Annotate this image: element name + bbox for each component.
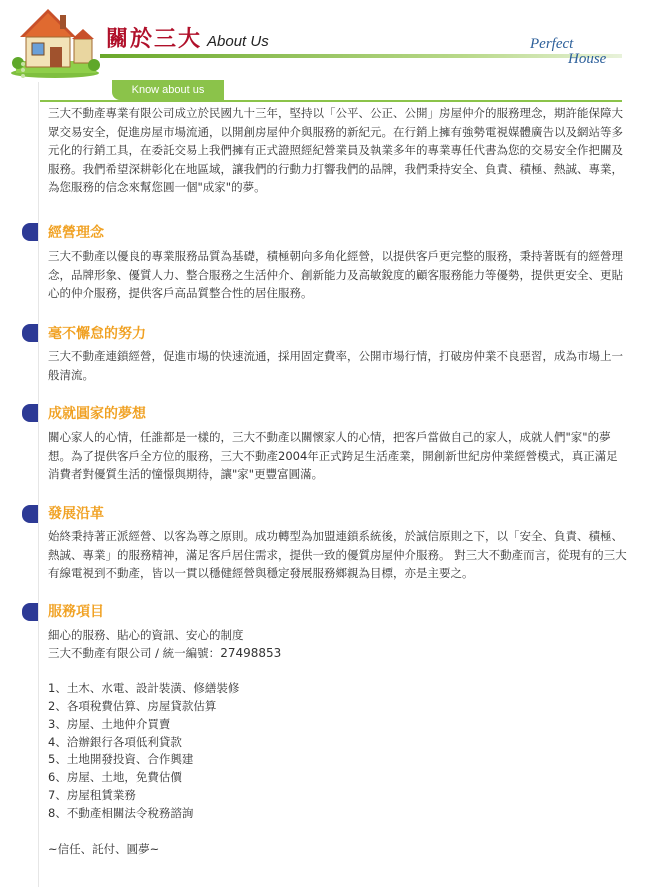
list-item: 3、房屋、土地仲介買賣 [48, 716, 171, 731]
section-title-services: 服務項目 [48, 604, 104, 620]
section-body-philosophy: 三大不動產以優良的專業服務品質為基礎，積極朝向多角化經營，以提供客戶更完整的服務，秉持著既有的經營理念，品牌形象、優質人力、整合服務之生活仲介、創新能力及高敏銳度的顧客服務能力等優勢，提供更安全、更貼心的仲介服務，提供客戶高品質整合性的居住服務。 [48, 249, 623, 300]
section-body-effort: 三大不動產連鎖經營，促進市場的快速流通，採用固定費率，公開市場行情，打破房仲業不良惡習，成為市場上一般清流。 [48, 349, 623, 382]
list-item: 1、土木、水電、設計裝潢、修繕裝修 [48, 680, 240, 695]
brand-logo-line2: House [568, 51, 607, 67]
list-item: 2、各項稅費估算、房屋貸款估算 [48, 698, 217, 713]
brand-logo-line1: Perfect [530, 36, 574, 52]
section-marker-icon [22, 324, 38, 342]
section-title-history: 發展沿革 [48, 506, 104, 522]
know-about-tab: Know about us [112, 80, 224, 100]
services-list [48, 627, 608, 859]
closing-tagline: ~信任、託付、圓夢~ [48, 842, 160, 857]
list-item: 4、洽辦銀行各項低利貸款 [48, 734, 182, 749]
company-name: 三大不動產有限公司 / 統一編號： [48, 645, 221, 660]
decorative-dots [18, 60, 30, 84]
section-marker-icon [22, 505, 38, 523]
header-divider [100, 54, 622, 58]
section-body-history: 始終秉持著正派經營、以客為尊之原則。成功轉型為加盟連鎖系統後，於誠信原則之下，以「安全、負責、積極、熱誠、專業」的服務精神，滿足客戶居住需求，提供一致的優質房屋仲介服務。 對三大不動產而言，從現有的三大有線電視到不動產，皆以一貫以穩健經營與穩定發展服務鄉親為目標，亦是主要之。 [48, 529, 627, 580]
intro-paragraph: 三大不動產專業有限公司成立於民國九十三年，堅持以「公平、公正、公開」房屋仲介的服務理念，期許能保障大眾交易安全，促進房屋市場流通，以開創房屋仲介與服務的新紀元。在行銷上擁有強勢電視媒體廣告以及網站等多元化的行銷工具，在委託交易上我們擁有正式證照經紀營業員及執業多年的專業專任代書為您的交易安全作把關及服務。我們希望深耕彰化在地區域，讓我們的行動力打響我們的品牌，我們秉持安全、負責、積極、熱誠、專業，為您服務的信念來幫您圓一個"成家"的夢。 [48, 106, 623, 194]
company-info [48, 645, 608, 663]
tax-id: 27498853 [220, 645, 282, 660]
section-title-dream: 成就圓家的夢想 [48, 406, 146, 422]
section-title-philosophy: 經營理念 [48, 225, 104, 241]
page-header [0, 0, 654, 84]
section-marker-icon [22, 603, 38, 621]
section-marker-icon [22, 404, 38, 422]
list-item: 8、不動產相關法令稅務諮詢 [48, 806, 194, 821]
list-item: 7、房屋租賃業務 [48, 788, 136, 803]
section-marker-icon [22, 223, 38, 241]
know-divider [40, 100, 622, 102]
page-subtitle: About Us [207, 33, 269, 50]
services-tagline: 細心的服務、貼心的資訊、安心的制度 [48, 628, 244, 642]
content-border [38, 82, 39, 887]
page-title: 關於三大 [106, 26, 203, 52]
section-title-effort: 毫不懈怠的努力 [48, 326, 146, 342]
list-item: 6、房屋、土地，免費估價 [48, 770, 182, 785]
list-item: 5、土地開發投資、合作興建 [48, 752, 194, 767]
section-body-dream: 關心家人的心情，任誰都是一樣的，三大不動產以關懷家人的心情，把客戶當做自己的家人，成就人們"家"的夢想。為了提供客戶全方位的服務，三大不動產2004年正式跨足生活產業，開創新世紀房仲業經營模式，真正滿足消費者對優質生活的憧憬與期待，讓"家"更豐富圓滿。 [48, 430, 618, 481]
